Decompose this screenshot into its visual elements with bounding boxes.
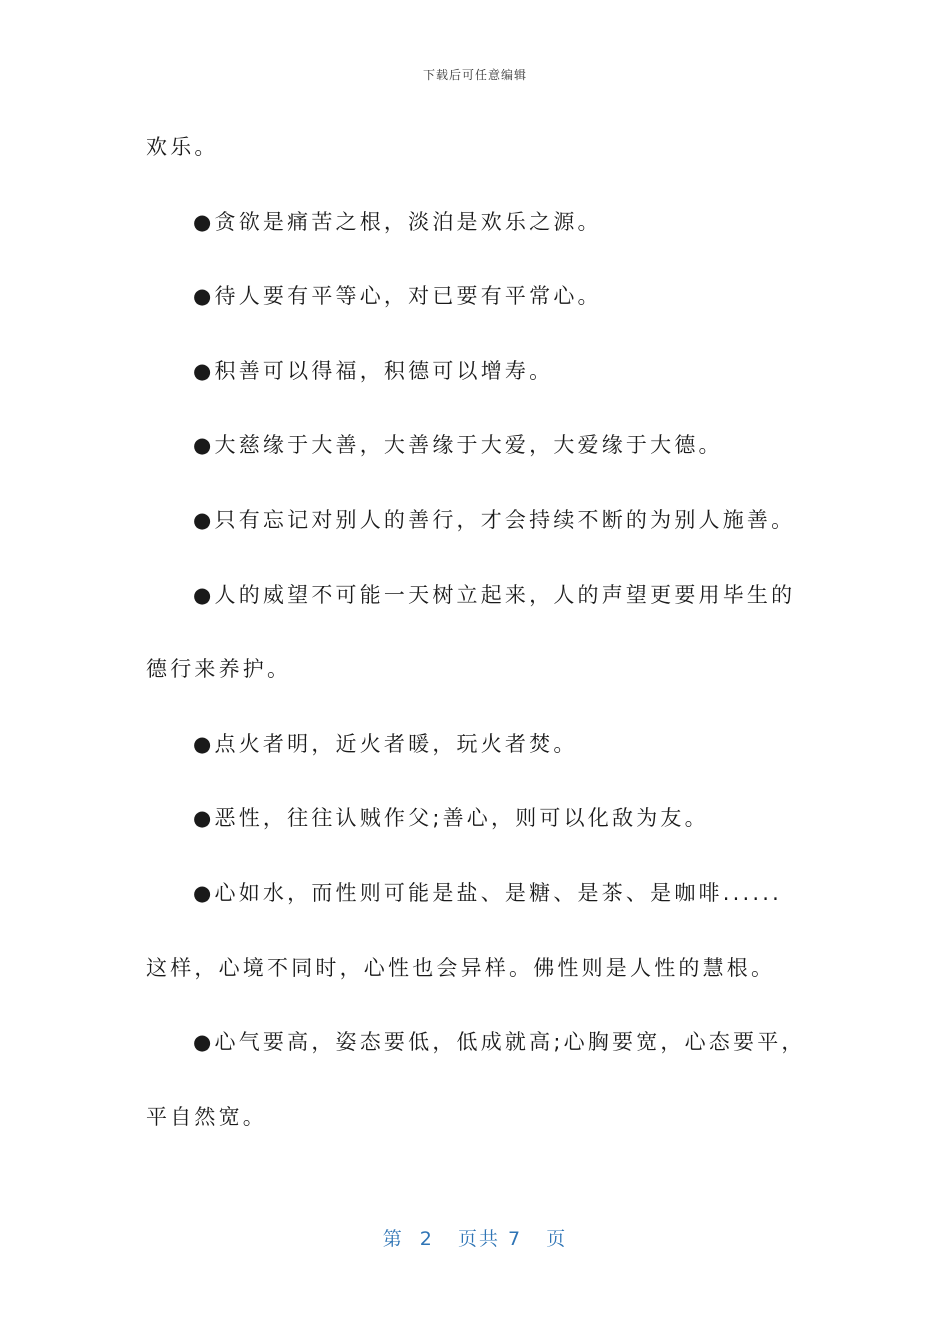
paragraph-line: 平自然宽。 [146, 1104, 267, 1129]
paragraph-line: 欢乐。 [146, 135, 219, 159]
bullet-line: ●大慈缘于大善，大善缘于大爱，大爱缘于大德。 [193, 433, 723, 458]
bullet-line: ●恶性，往往认贼作父;善心，则可以化敌为友。 [193, 806, 709, 831]
bullet-line: ●待人要有平等心，对已要有平常心。 [193, 284, 602, 309]
bullet-line: ●贪欲是痛苦之根，淡泊是欢乐之源。 [193, 209, 602, 234]
page-header: 下载后可任意编辑 [422, 68, 527, 82]
paragraph-line: 这样，心境不同时，心性也会异样。佛性则是人性的慧根。 [146, 955, 776, 980]
bullet-line: ●心气要高，姿态要低，低成就高;心胸要宽，心态要平， [193, 1030, 806, 1055]
bullet-line: ●心如水，而性则可能是盐、是糖、是茶、是咖啡...... [193, 880, 782, 905]
paragraph-line: 德行来养护。 [146, 657, 292, 682]
page-number-footer: 第 2 页共 7 页 [382, 1228, 568, 1250]
bullet-line: ●只有忘记对别人的善行，才会持续不断的为别人施善。 [193, 507, 796, 532]
bullet-line: ●人的威望不可能一天树立起来，人的声望更要用毕生的 [193, 582, 796, 607]
bullet-line: ●点火者明，近火者暖，玩火者焚。 [193, 731, 578, 756]
document-body [146, 122, 806, 1166]
bullet-line: ●积善可以得福，积德可以增寿。 [193, 358, 554, 383]
